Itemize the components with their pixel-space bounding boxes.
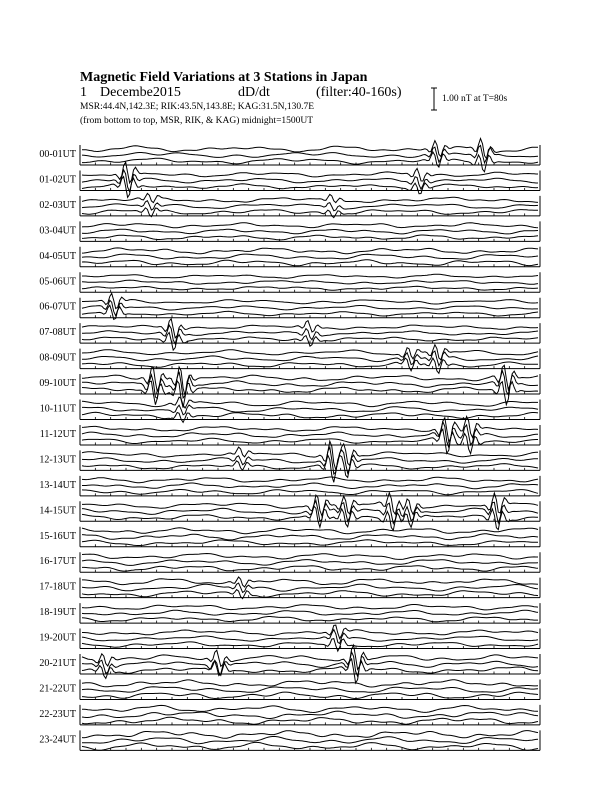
- trace-RIK: [82, 483, 538, 489]
- trace-KAG: [82, 274, 538, 278]
- row-label: 23-24UT: [39, 734, 76, 746]
- trace-row-06-07UT: [39, 293, 540, 319]
- row-label: 19-20UT: [39, 632, 76, 644]
- row-label: 07-08UT: [39, 327, 76, 339]
- row-label: 16-17UT: [39, 556, 76, 568]
- row-label: 09-10UT: [39, 378, 76, 390]
- trace-KAG: [82, 223, 538, 228]
- trace-KAG: [82, 345, 538, 360]
- trace-row-01-02UT: [39, 162, 540, 197]
- trace-MSR: [82, 639, 538, 652]
- row-label: 12-13UT: [39, 454, 76, 466]
- row-label: 03-04UT: [39, 225, 76, 237]
- trace-row-17-18UT: [39, 577, 540, 599]
- trace-KAG: [82, 528, 538, 534]
- trace-KAG: [82, 139, 538, 159]
- row-label: 20-21UT: [39, 658, 76, 669]
- chart-title: Magnetic Field Variations at 3 Stations in Japan: [80, 70, 368, 85]
- trace-KAG: [82, 365, 538, 395]
- trace-row-09-10UT: [39, 365, 540, 407]
- trace-row-08-09UT: [39, 345, 540, 374]
- row-label: 01-02UT: [39, 174, 76, 186]
- trace-KAG: [82, 705, 538, 712]
- trace-RIK: [82, 736, 538, 743]
- row-label: 08-09UT: [39, 352, 76, 364]
- trace-KAG: [82, 554, 538, 560]
- trace-row-19-20UT: [39, 625, 540, 651]
- trace-RIK: [82, 229, 538, 234]
- trace-RIK: [82, 560, 538, 566]
- trace-row-20-21UT: [39, 645, 540, 683]
- trace-KAG: [82, 441, 538, 470]
- row-label: 00-01UT: [39, 149, 76, 160]
- trace-row-12-13UT: [39, 441, 540, 482]
- row-label: 18-19UT: [39, 607, 76, 619]
- trace-KAG: [82, 680, 538, 687]
- row-label: 22-23UT: [39, 708, 76, 720]
- order-note: (from bottom to top, MSR, RIK, & KAG) midnight=1500UT: [80, 116, 314, 126]
- trace-row-10-11UT: [40, 397, 540, 422]
- quantity-label: dD/dt: [238, 85, 270, 100]
- row-label: 14-15UT: [39, 505, 76, 517]
- trace-MSR: [82, 412, 538, 422]
- trace-RIK: [82, 534, 538, 540]
- trace-row-07-08UT: [39, 319, 540, 350]
- trace-MSR: [82, 286, 538, 290]
- trace-KAG: [82, 605, 538, 610]
- trace-MSR: [82, 617, 538, 622]
- trace-KAG: [82, 625, 538, 639]
- row-label: 10-11UT: [39, 403, 76, 415]
- scale-label: 1.00 nT at T=80s: [442, 94, 508, 104]
- trace-KAG: [82, 397, 538, 408]
- trace-RIK: [82, 254, 538, 259]
- row-label: 02-03UT: [39, 199, 76, 211]
- trace-row-23-24UT: [39, 730, 540, 750]
- trace-RIK: [82, 280, 538, 284]
- date-month-year: Decembe2015: [100, 85, 181, 100]
- trace-row-21-22UT: [39, 679, 540, 699]
- trace-row-16-17UT: [39, 552, 540, 572]
- trace-KAG: [82, 731, 538, 739]
- trace-row-04-05UT: [39, 247, 540, 267]
- trace-KAG: [82, 477, 538, 483]
- trace-row-02-03UT: [39, 193, 540, 217]
- trace-row-18-19UT: [39, 603, 540, 623]
- row-label: 21-22UT: [39, 683, 76, 695]
- row-label: 05-06UT: [39, 276, 76, 288]
- trace-row-05-06UT: [39, 272, 540, 292]
- row-label: 17-18UT: [39, 581, 76, 593]
- trace-row-00-01UT: [39, 139, 540, 172]
- filter-label: (filter:40-160s): [316, 85, 402, 100]
- date-day: 1: [80, 85, 87, 100]
- trace-KAG: [82, 193, 538, 202]
- row-label: 13-14UT: [39, 479, 76, 491]
- stations-info: MSR:44.4N,142.3E; RIK:43.5N,143.8E; KAG:31.5N,130.7E: [80, 102, 315, 112]
- row-label: 11-12UT: [39, 428, 76, 440]
- trace-RIK: [82, 201, 538, 211]
- trace-RIK: [82, 687, 538, 693]
- trace-RIK: [82, 610, 538, 615]
- row-label: 04-05UT: [39, 250, 76, 262]
- trace-KAG: [82, 577, 538, 587]
- trace-KAG: [82, 248, 538, 254]
- trace-KAG: [82, 319, 538, 338]
- trace-row-22-23UT: [39, 705, 540, 725]
- trace-row-11-12UT: [40, 417, 540, 454]
- row-label: 06-07UT: [39, 301, 76, 313]
- row-label: 15-16UT: [39, 530, 76, 542]
- trace-row-03-04UT: [39, 221, 540, 241]
- trace-row-14-15UT: [39, 493, 540, 531]
- trace-row-13-14UT: [39, 476, 540, 496]
- trace-row-15-16UT: [39, 527, 540, 547]
